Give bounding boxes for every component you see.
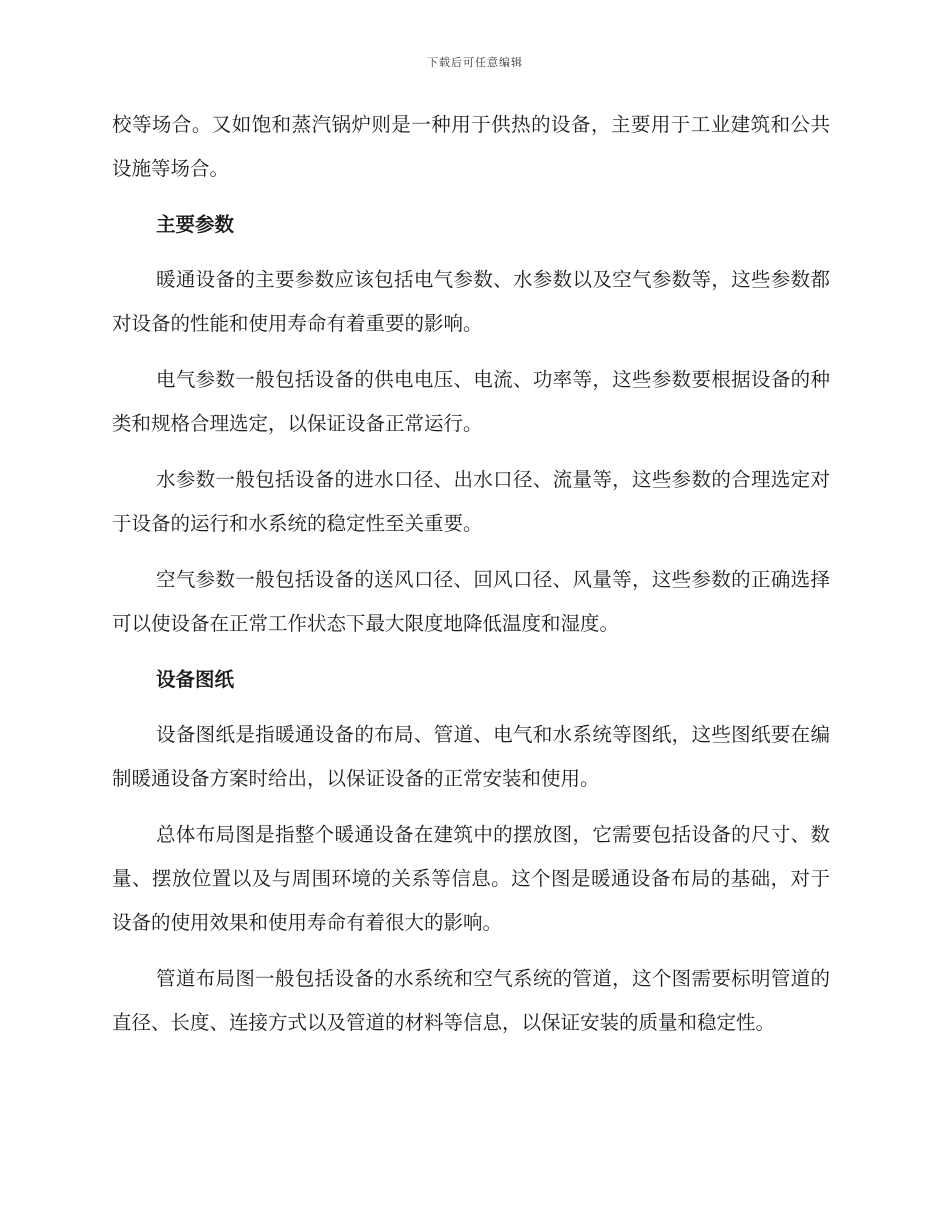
intro-continuation-paragraph: 校等场合。又如饱和蒸汽锅炉则是一种用于供热的设备，主要用于工业建筑和公共设施等场合。 xyxy=(112,113,830,180)
main-params-paragraph-2: 电气参数一般包括设备的供电电压、电流、功率等，这些参数要根据设备的种类和规格合理选定，以保证设备正常运行。 xyxy=(112,368,830,435)
drawings-paragraph-1: 设备图纸是指暖通设备的布局、管道、电气和水系统等图纸，这些图纸要在编制暖通设备方案时给出，以保证设备的正常安装和使用。 xyxy=(112,723,830,790)
main-params-paragraph-1: 暖通设备的主要参数应该包括电气参数、水参数以及空气参数等，这些参数都对设备的性能和使用寿命有着重要的影响。 xyxy=(112,268,830,335)
section-heading-main-params: 主要参数 xyxy=(156,213,235,236)
document-body xyxy=(112,103,830,1057)
main-params-paragraph-3: 水参数一般包括设备的进水口径、出水口径、流量等，这些参数的合理选定对于设备的运行和水系统的稳定性至关重要。 xyxy=(112,468,830,535)
section-heading-drawings: 设备图纸 xyxy=(156,668,235,691)
drawings-paragraph-3: 管道布局图一般包括设备的水系统和空气系统的管道，这个图需要标明管道的直径、长度、连接方式以及管道的材料等信息，以保证安装的质量和稳定性。 xyxy=(112,967,830,1034)
main-params-paragraph-4: 空气参数一般包括设备的送风口径、回风口径、风量等，这些参数的正确选择可以使设备在正常工作状态下最大限度地降低温度和湿度。 xyxy=(112,568,830,635)
header-note: 下载后可任意编辑 xyxy=(427,56,523,69)
drawings-paragraph-2: 总体布局图是指整个暖通设备在建筑中的摆放图，它需要包括设备的尺寸、数量、摆放位置以及与周围环境的关系等信息。这个图是暖通设备布局的基础，对于设备的使用效果和使用寿命有着很大的影响。 xyxy=(112,823,830,934)
